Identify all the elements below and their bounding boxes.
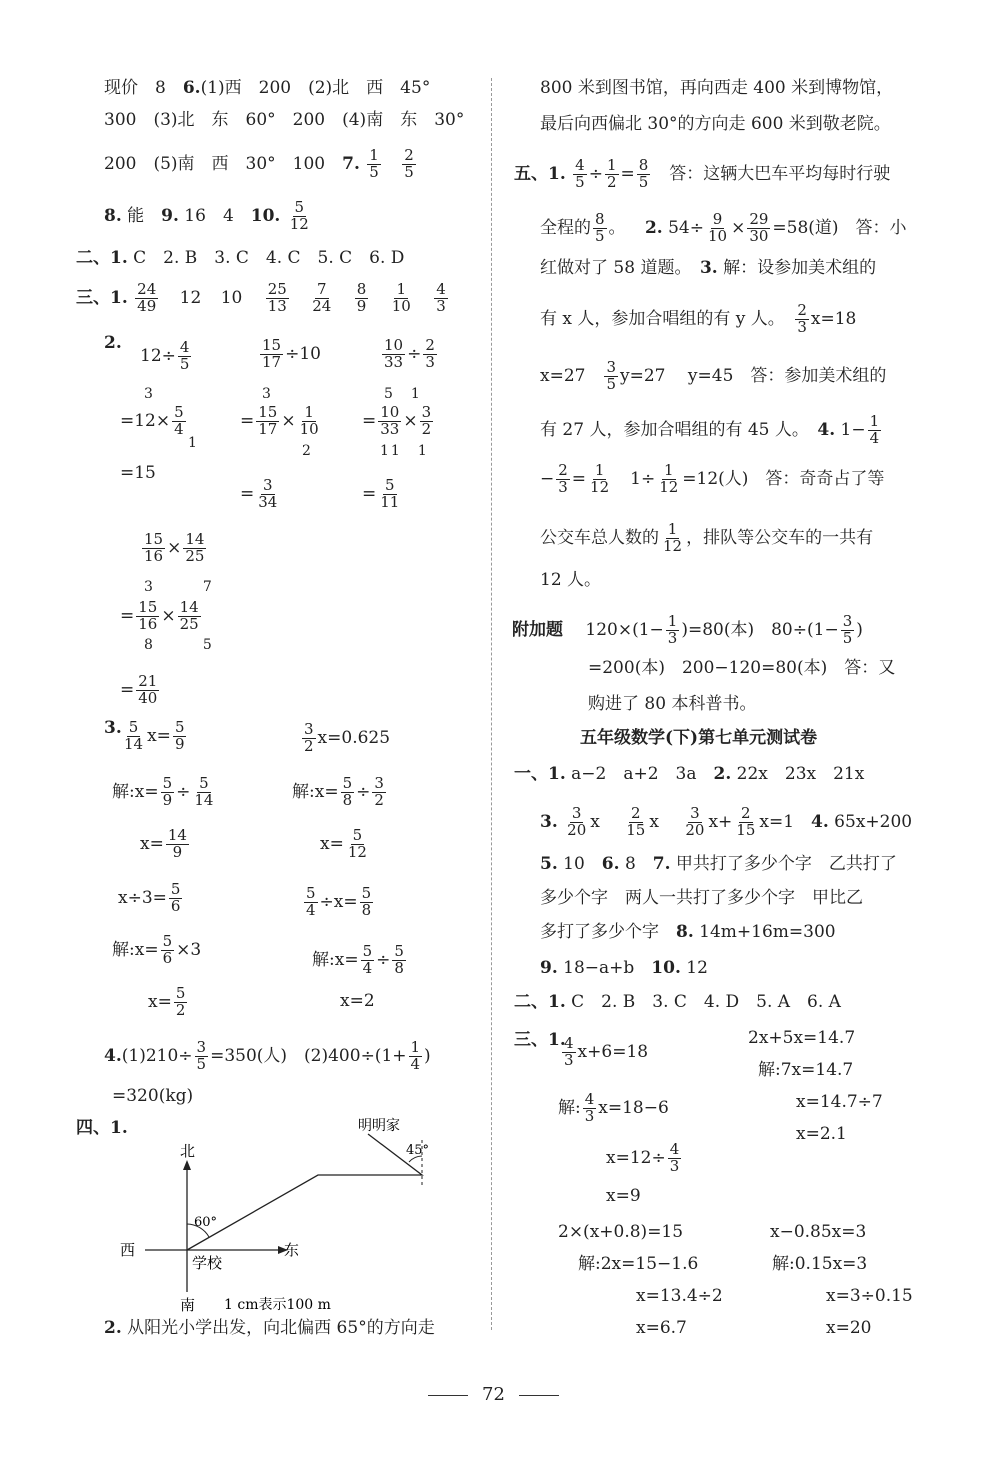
unit-eq-a-4: x=9 — [606, 1186, 641, 1206]
map-school-label: 学校 — [192, 1254, 223, 1272]
equation-1-step: 解:x= $\frac{5}{9}$ ÷ $\frac{5}{14}$ — [112, 774, 214, 809]
unit-section-1-line-6: 9. 18−a+b 10. 12 — [540, 958, 708, 978]
unit-eq-a-2: 解: $\frac{4}{3}$ x=18−6 — [558, 1090, 669, 1125]
unit-section-1-line-2: 3. $\frac{3}{20}$ x $\frac{2}{15}$ x $\frac{3}{20}$ x+ $\frac{2}{15}$ x=1 4. 65x+200 — [540, 804, 913, 839]
map-scale-label: 1 cm表示100 m — [224, 1297, 331, 1312]
fraction: $\frac{2}{5}$ — [404, 146, 414, 181]
direction-map — [110, 1112, 450, 1312]
map-north-label: 北 — [180, 1142, 196, 1160]
calc-1-line-2: =12× $\frac{5}{4}$ — [120, 403, 184, 438]
answer-line-3: 200 (5)南 西 30° 100 7. $\frac{1}{5}$ $\frac{2}{5}$ — [104, 146, 414, 181]
cancel-top: 3 7 — [144, 579, 230, 595]
unit-eq-c-1: 2×(x+0.8)=15 — [558, 1222, 684, 1242]
bonus-line-3: 购进了 80 本科普书。 — [588, 694, 757, 714]
equation-3: x÷3= $\frac{5}{6}$ — [118, 880, 181, 915]
section-5-line-7: − $\frac{2}{3}$ = $\frac{1}{12}$ 1÷ $\frac{1}{12}$ =12(人) 答：奇奇占了等 — [540, 461, 885, 496]
unit-eq-b-4: x=2.1 — [796, 1124, 847, 1144]
cancel-bottom: 2 — [302, 443, 311, 459]
unit-section-3-label: 三、1. — [514, 1030, 566, 1050]
unit-eq-b-1: 2x+5x=14.7 — [748, 1028, 856, 1048]
equation-2: $\frac{3}{2}$ x=0.625 — [304, 720, 391, 755]
equation-3-step: 解:x= $\frac{5}{6}$ ×3 — [112, 932, 202, 967]
calc-4-line-1: $\frac{15}{16}$ × $\frac{14}{25}$ — [144, 530, 205, 565]
unit-test-title: 五年级数学(下)第七单元测试卷 — [580, 728, 818, 748]
question-number: 2. — [104, 333, 122, 353]
cancel-top: 5 1 — [384, 386, 422, 402]
map-south-label: 南 — [180, 1296, 196, 1312]
calc-3-line-2: = $\frac{10}{33}$ × $\frac{3}{2}$ — [362, 403, 432, 438]
calc-1-result: =15 — [120, 463, 156, 483]
section-5-line-2: 全程的 $\frac{8}{5}$ 。 2. 54÷ $\frac{9}{10}$ × $\frac{29}{30}$ =58(道) 答：小 — [540, 210, 907, 245]
unit-eq-b-2: 解:7x=14.7 — [758, 1060, 854, 1080]
section-5-line-9: 12 人。 — [540, 570, 602, 590]
calc-2-line-1: $\frac{15}{17}$ ÷10 — [262, 336, 321, 371]
unit-section-1-line-5: 多打了多少个字 8. 14m+16m=300 — [540, 922, 836, 942]
page-number: 72 — [414, 1386, 573, 1404]
map-east-label: 东 — [284, 1241, 300, 1259]
calc-2-line-2: = $\frac{15}{17}$ × $\frac{1}{10}$ — [240, 403, 319, 438]
calc-1-line-1: 12÷ $\frac{4}{5}$ — [140, 338, 190, 373]
section-2-answers: 二、1. C 2. B 3. C 4. C 5. C 6. D — [76, 248, 405, 268]
unit-section-1-line-4: 多少个字 两人一共打了多少个字 甲比乙 — [540, 888, 863, 908]
section-3-q1: 三、1. $\frac{24}{49}$ 12 10 $\frac{25}{13}$ $\frac{7}{24}$ $\frac{8}{9}$ $\frac{1}{10}$ $\frac{4}{3}$ — [76, 280, 446, 315]
question-4-line-1: 4.(1)210÷ $\frac{3}{5}$ =350(人) (2)400÷(1+ $\frac{1}{4}$ ) — [104, 1038, 431, 1073]
equation-3-answer: x= $\frac{5}{2}$ — [148, 984, 186, 1019]
unit-section-1-line-1: 一、1. a−2 a+2 3a 2. 22x 23x 21x — [514, 764, 865, 784]
equation-1-answer: x= $\frac{14}{9}$ — [140, 826, 187, 861]
cancel-top: 3 — [262, 386, 271, 402]
map-angle-45: 45° — [406, 1143, 430, 1158]
fraction: $\frac{1}{5}$ — [369, 146, 379, 181]
bonus-line-1: 附加题 120×(1− $\frac{1}{3}$ )=80(本) 80÷(1− $\frac{3}{5}$ ) — [512, 612, 863, 647]
north-arrow-icon — [183, 1160, 191, 1170]
map-home-label: 明明家 — [358, 1118, 400, 1134]
section-5-line-4: 有 x 人，参加合唱组的有 y 人。 $\frac{2}{3}$ x=18 — [540, 301, 857, 336]
unit-eq-d-3: x=3÷0.15 — [826, 1286, 913, 1306]
cancel-bottom: 1 — [188, 435, 197, 451]
calc-4-result: = $\frac{21}{40}$ — [120, 672, 158, 707]
calc-3-result: = $\frac{5}{11}$ — [362, 476, 400, 511]
map-angle-60: 60° — [194, 1215, 218, 1230]
section-5-q1: 五、1. $\frac{4}{5}$ ÷ $\frac{1}{2}$ = $\frac{8}{5}$ 答：这辆大巴车平均每时行驶 — [514, 156, 891, 191]
answer-line-4: 8. 能 9. 16 4 10. $\frac{5}{12}$ — [104, 198, 309, 233]
section-5-line-5: x=27 $\frac{3}{5}$ y=27 y=45 答：参加美术组的 — [540, 358, 887, 393]
route-line — [187, 1134, 422, 1250]
unit-eq-a-3: x=12÷ $\frac{4}{3}$ — [606, 1140, 680, 1175]
map-west-label: 西 — [120, 1241, 136, 1259]
section-5-line-6: 有 27 人，参加合唱组的有 45 人。 4. 1− $\frac{1}{4}$ — [540, 412, 880, 447]
calc-3-line-1: $\frac{10}{33}$ ÷ $\frac{2}{3}$ — [384, 336, 435, 371]
unit-eq-d-1: x−0.85x=3 — [770, 1222, 867, 1242]
equation-4-step: 解:x= $\frac{5}{4}$ ÷ $\frac{5}{8}$ — [312, 942, 404, 977]
right-line-2: 最后向西偏北 30°的方向走 600 米到敬老院。 — [540, 114, 891, 134]
cancel-top: 3 — [144, 386, 153, 402]
unit-eq-d-4: x=20 — [826, 1318, 872, 1338]
unit-eq-c-3: x=13.4÷2 — [636, 1286, 723, 1306]
right-line-1: 800 米到图书馆，再向西走 400 米到博物馆， — [540, 78, 894, 98]
question-4-line-2: =320(kg) — [112, 1086, 194, 1106]
calc-4-line-2: = $\frac{15}{16}$ × $\frac{14}{25}$ — [120, 598, 199, 633]
equation-4-answer: x=2 — [340, 991, 375, 1011]
unit-eq-c-2: 解:2x=15−1.6 — [578, 1254, 699, 1274]
question-number: 3. — [104, 718, 122, 738]
equation-1: $\frac{5}{14}$ x= $\frac{5}{9}$ — [124, 718, 185, 753]
section-5-line-3: 红做对了 58 道题。 3. 解：设参加美术组的 — [540, 258, 877, 278]
unit-section-1-line-3: 5. 10 6. 8 7. 甲共打了多少个字 乙共打了 — [540, 854, 897, 874]
unit-eq-d-2: 解:0.15x=3 — [772, 1254, 868, 1274]
section-5-line-8: 公交车总人数的 $\frac{1}{12}$ ，排队等公交车的一共有 — [540, 520, 874, 555]
bonus-line-2: =200(本) 200−120=80(本) 答：又 — [588, 658, 896, 678]
unit-eq-c-4: x=6.7 — [636, 1318, 687, 1338]
unit-eq-a-1: $\frac{4}{3}$ x+6=18 — [564, 1034, 649, 1069]
equation-4: $\frac{5}{4}$ ÷x= $\frac{5}{8}$ — [306, 884, 372, 919]
column-divider — [491, 78, 492, 1330]
calc-2-result: = $\frac{3}{34}$ — [240, 476, 278, 511]
cancel-bottom: 8 5 — [144, 637, 230, 653]
unit-eq-b-3: x=14.7÷7 — [796, 1092, 883, 1112]
unit-section-2: 二、1. C 2. B 3. C 4. D 5. A 6. A — [514, 992, 841, 1012]
fraction: $\frac{5}{12}$ — [289, 198, 309, 233]
equation-2-answer: x= $\frac{5}{12}$ — [320, 826, 367, 861]
answer-line-1: 现价 8 6.(1)西 200 (2)北 西 45° — [104, 78, 431, 98]
cancel-bottom: 11 1 — [380, 443, 429, 459]
section-4-q2: 2. 从阳光小学出发，向北偏西 65°的方向走 — [104, 1318, 435, 1338]
answer-line-2: 300 (3)北 东 60° 200 (4)南 东 30° — [104, 110, 465, 130]
section-4-label: 四、1. — [76, 1118, 128, 1138]
equation-2-step: 解:x= $\frac{5}{8}$ ÷ $\frac{3}{2}$ — [292, 774, 384, 809]
